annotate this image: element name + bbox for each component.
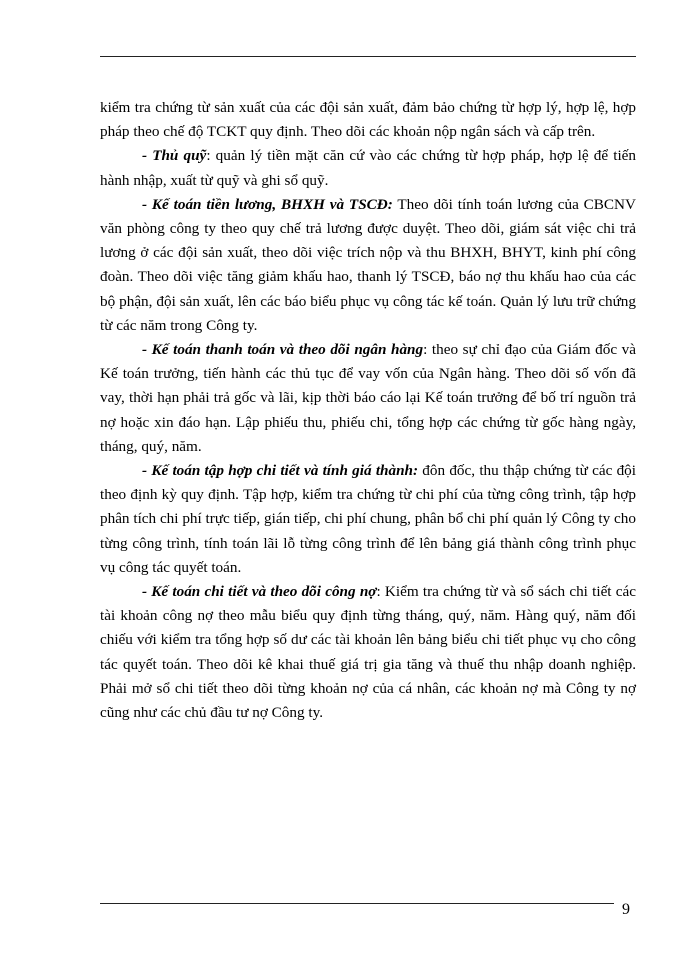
paragraph-ke-toan-gia-thanh: [100, 459, 636, 580]
paragraph-lead: - Kế toán chi tiết và theo dõi công nợ: [142, 583, 377, 601]
paragraph-text: : quản lý tiền mặt căn cứ vào các chứng từ hợp pháp, hợp lệ để tiến hành nhập, xuất từ quỹ và ghi sổ quỹ.: [100, 147, 636, 189]
paragraph-text: Theo dõi tính toán lương của CBCNV văn phòng công ty theo quy chế trả lương được duyệt. Theo dõi, giám sát việc chi trả lương ở các đội sản xuất, theo dõi việc trích nộp và thu BHXH, BHYT, kinh phí công đoàn. Theo dõi việc tăng giảm khấu hao, thanh lý TSCĐ, báo nợ thu khấu hao của các bộ phận, đội sản xuất, lên các báo biểu phục vụ công tác kế toán. Quản lý lưu trữ chứng từ các năm trong Công ty.: [100, 195, 636, 334]
paragraph-ke-toan-tien-luong: [100, 193, 636, 338]
footer-rule: [100, 903, 614, 904]
paragraph-text: : theo sự chỉ đạo của Giám đốc và Kế toán trưởng, tiến hành các thủ tục để vay vốn của Ngân hàng. Theo dõi số vốn đã vay, thời hạn phải trả gốc và lãi, kịp thời báo cáo lại Kế toán trưởng để bố trí nguồn trả nợ hoặc xin đáo hạn. Lập phiếu thu, phiếu chi, tổng hợp các chứng từ gốc hàng ngày, tháng, quý, năm.: [100, 341, 636, 455]
paragraph-ke-toan-thanh-toan: [100, 338, 636, 459]
paragraph-lead: - Kế toán tiền lương, BHXH và TSCĐ:: [142, 195, 393, 213]
paragraph-thu-quy: [100, 144, 636, 192]
paragraph-continuation: [100, 96, 636, 144]
header-rule: [100, 56, 636, 57]
page-number: 9: [622, 901, 630, 918]
paragraph-text: : Kiểm tra chứng từ và sổ sách chi tiết các tài khoản công nợ theo mẫu biểu quy định từng tháng, quý, năm. Hàng quý, năm đối chiếu với kiểm tra tổng hợp số dư các tài khoản lên bảng biểu chi tiết phục vụ cho công tác quyết toán. Theo dõi kê khai thuế giá trị gia tăng và thuế thu nhập doanh nghiệp. Phải mở sổ chi tiết theo dõi từng khoản nợ của cá nhân, các khoản nợ mà Công ty nợ cũng như các chủ đầu tư nợ Công ty.: [100, 583, 636, 722]
paragraph-text: kiểm tra chứng từ sản xuất của các đội sản xuất, đảm bảo chứng từ hợp lý, hợp lệ, hợp pháp theo chế độ TCKT quy định. Theo dõi các khoản nộp ngân sách và cấp trên.: [100, 99, 636, 141]
paragraph-ke-toan-cong-no: [100, 580, 636, 725]
document-body: [100, 96, 636, 725]
paragraph-text: đôn đốc, thu thập chứng từ các đội theo định kỳ quy định. Tập hợp, kiểm tra chứng từ chi phí của từng công trình, tập hợp phân tích chi phí trực tiếp, gián tiếp, chi phí chung, phân bổ chi phí quản lý Công ty cho từng công trình, tính toán lãi lỗ từng công trình để lên bảng giá thành công trình phục vụ công tác quyết toán.: [100, 462, 636, 576]
paragraph-lead: - Thủ quỹ: [142, 147, 207, 165]
paragraph-lead: - Kế toán tập hợp chi tiết và tính giá thành:: [142, 462, 419, 480]
paragraph-lead: - Kế toán thanh toán và theo dõi ngân hàng: [142, 341, 424, 359]
